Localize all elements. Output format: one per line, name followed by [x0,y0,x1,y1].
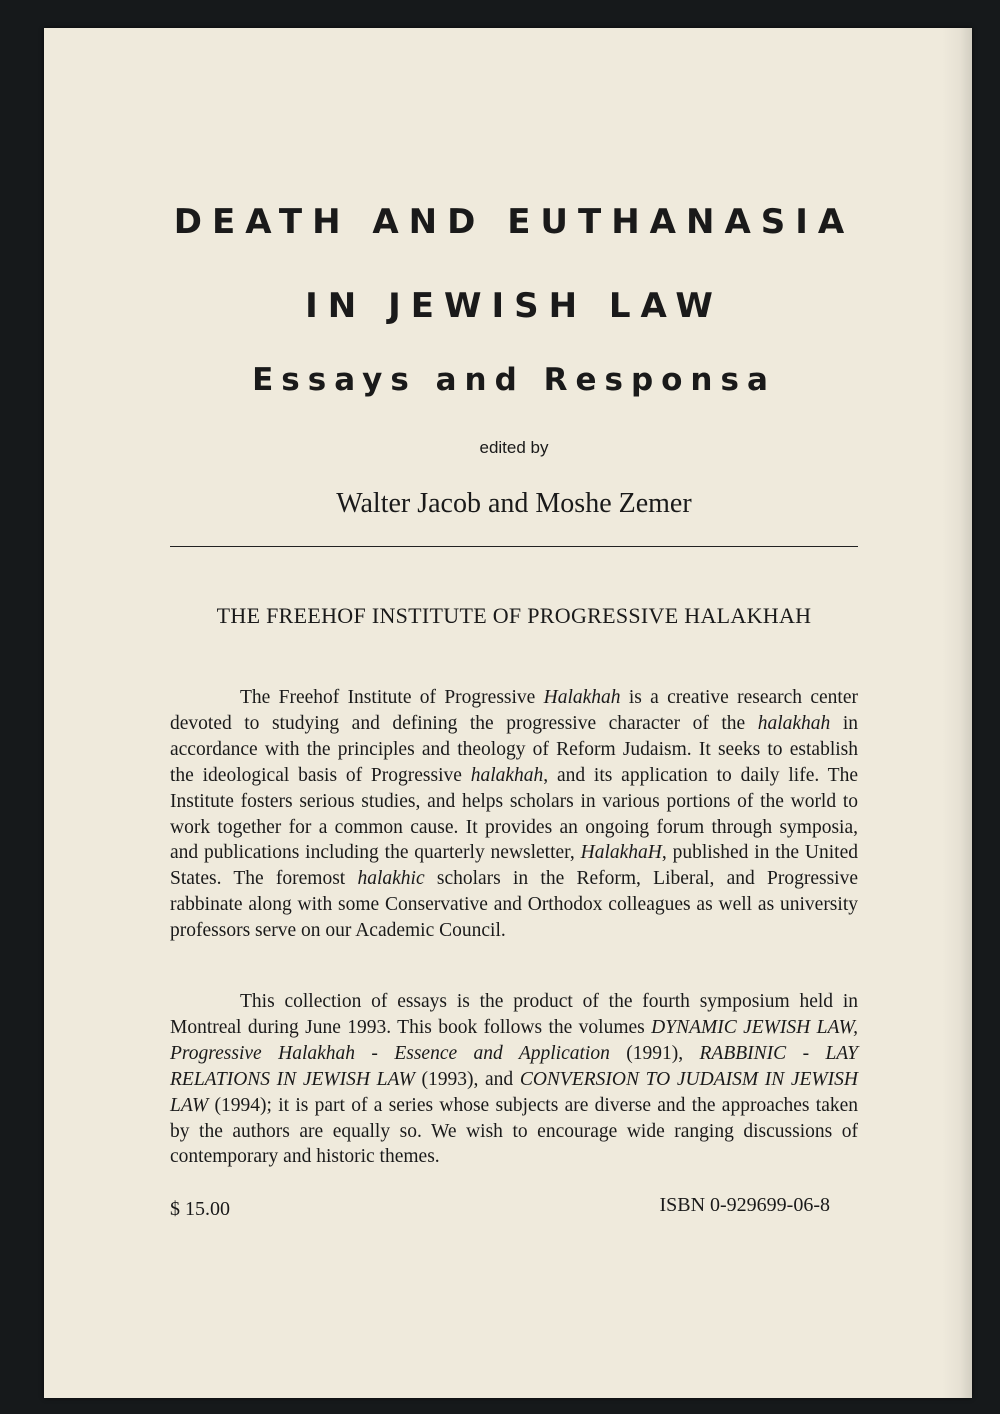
editors: Walter Jacob and Moshe Zemer [336,488,692,519]
text-span: scholars in the Reform, Liberal, and Progressive rabbinate along with some Conservative and Orthodox colleagues as well as university professors serve on our Academic Council. [170,868,858,942]
text-span: (1994); it is part of a series whose subjects are diverse and the approaches taken by the authors are equally so. We wish to encourage wide ranging discussions of contemporary and historic themes. [170,1094,858,1168]
italic-term: halakhic [357,868,425,890]
text-span: This collection of essays is the product of the fourth symposium held in Montreal during June 1993. This book follows the volumes [170,991,858,1038]
isbn: ISBN 0-929699-06-8 [659,1194,830,1216]
text-span: The Freehof Institute of Progressive [240,687,544,708]
institute-description [170,685,858,944]
text-span: is a creative research center devoted to studying and defining the progressive character of the [170,687,858,734]
price: $ 15.00 [170,1198,230,1220]
italic-title: DYNAMIC JEWISH LAW, Progressive Halakhah - Essence and Application [170,1016,858,1064]
institute-heading: THE FREEHOF INSTITUTE OF PROGRESSIVE HALAKHAH [216,603,812,628]
text-span: (1993), and [414,1068,520,1090]
text-span: (1991), [609,1042,700,1064]
collection-description [170,989,858,1170]
back-cover [44,28,972,1398]
text-span: in accordance with the principles and theology of Reform Judaism. It seeks to establish the ideological basis of Progressive [170,712,858,786]
book-title-line-2: IN JEWISH LAW [305,286,723,326]
italic-term: HalakhaH [580,842,662,864]
edited-by-label: edited by [479,438,549,457]
text-span: , published in the United States. The foremost [170,842,858,890]
text-span: , and its application to daily life. The Institute fosters serious studies, and helps scholars in various portions of the world to work together for a common cause. It provides an ongoing forum through symposia, and publications including the quarterly newsletter, [170,764,858,864]
italic-term: Halakhah [543,687,621,708]
italic-term: halakhah [470,764,544,786]
italic-title: CONVERSION TO JUDAISM IN JEWISH LAW [170,1068,858,1116]
italic-term: halakhah [757,712,831,734]
italic-title: RABBINIC - LAY RELATIONS IN JEWISH LAW [170,1042,858,1090]
divider-rule [170,546,858,547]
book-title-line-1: DEATH AND EUTHANASIA [173,202,855,242]
page-edge-shadow [942,28,972,1398]
book-subtitle: Essays and Responsa [252,362,776,398]
